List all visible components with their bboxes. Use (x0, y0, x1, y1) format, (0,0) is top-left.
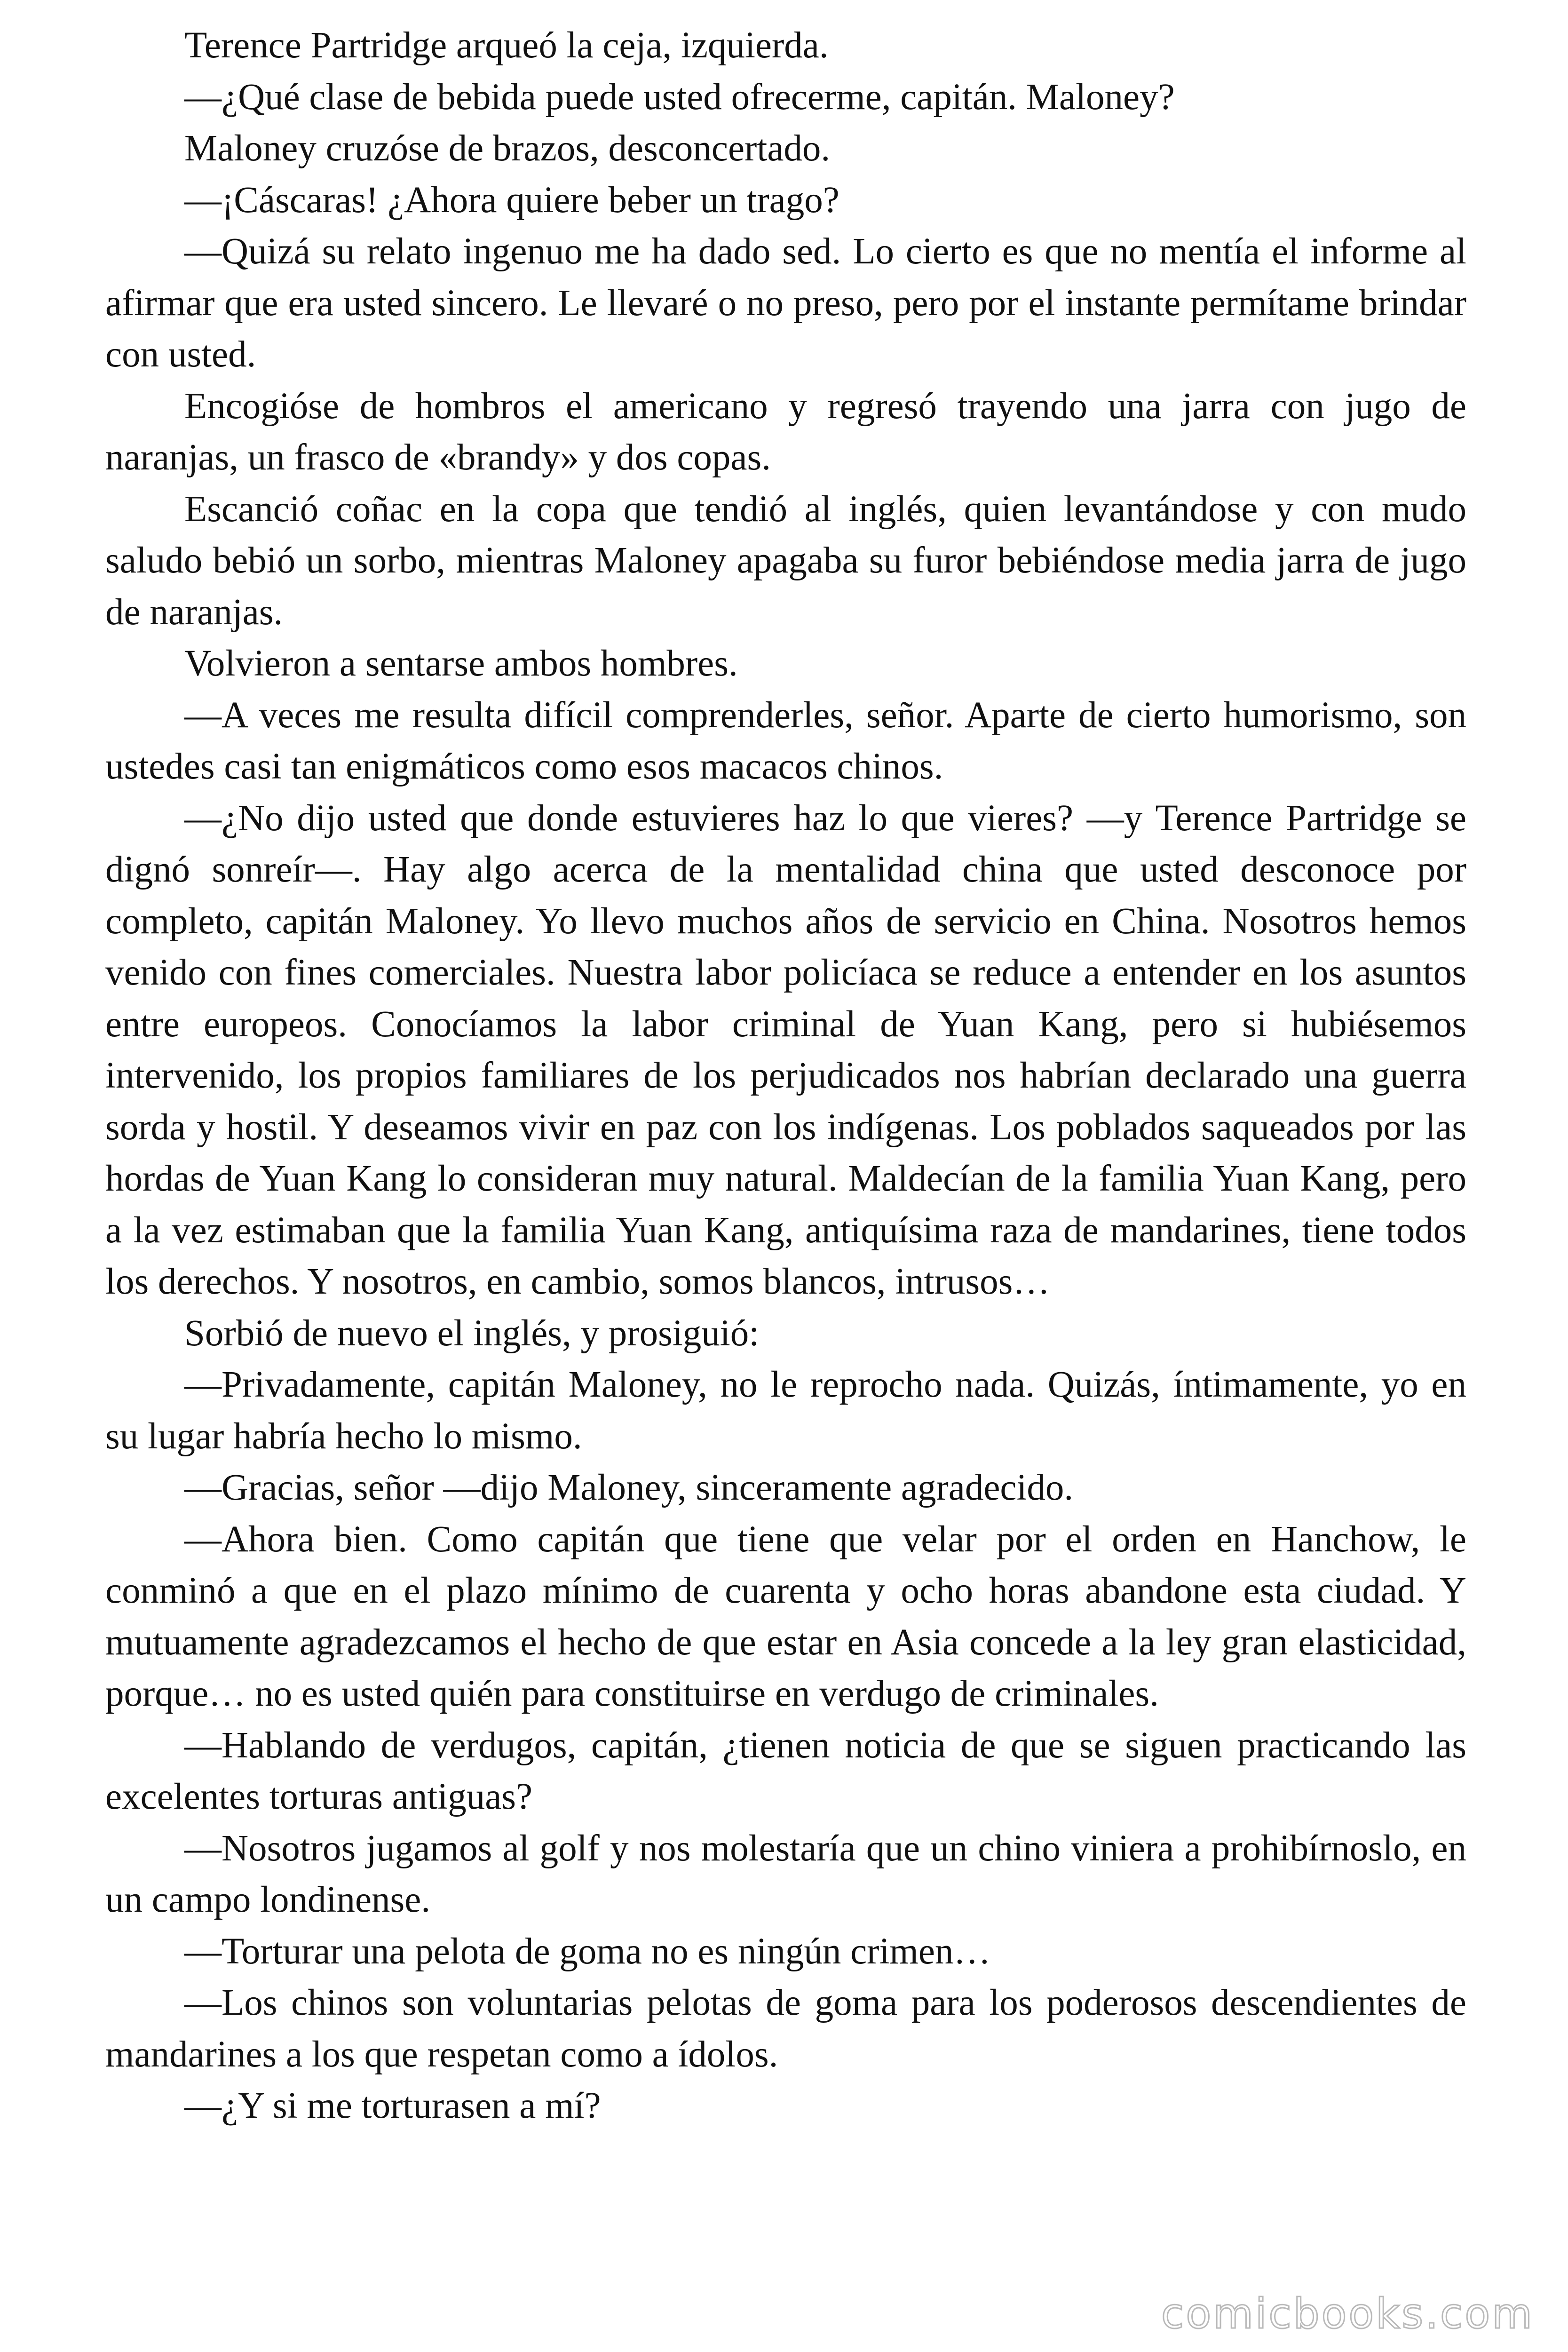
paragraph: —¿Qué clase de bebida puede usted ofrecerme, capitán. Maloney? (184, 76, 1175, 118)
paragraph: —A veces me resulta difícil comprenderles, señor. Aparte de cierto humorismo, son ustedes casi tan enigmáticos como esos macacos chinos. (105, 694, 1466, 787)
paragraph: Sorbió de nuevo el inglés, y prosiguió: (184, 1312, 760, 1354)
paragraph: Terence Partridge arqueó la ceja, izquierda. (184, 25, 829, 66)
paragraph: —Torturar una pelota de goma no es ningún crimen… (184, 1931, 991, 1972)
watermark: comicbooks.com (1161, 2289, 1534, 2338)
paragraph: Maloney cruzóse de brazos, desconcertado. (184, 128, 831, 169)
paragraph: —¿No dijo usted que donde estuvieres haz lo que vieres? —y Terence Partridge se dignó sonreír—. Hay algo acerca de la mentalidad china que usted desconoce por completo, capitán Maloney. Yo llevo muchos años de servicio en China. Nosotros hemos venido con fines comerciales. Nuestra labor policíaca se reduce a entender en los asuntos entre europeos. Conocíamos la labor criminal de Yuan Kang, pero si hubiésemos intervenido, los propios familiares de los perjudicados nos habrían declarado una guerra sorda y hostil. Y deseamos vivir en paz con los indígenas. Los poblados saqueados por las hordas de Yuan Kang lo consideran muy natural. Maldecían de la familia Yuan Kang, pero a la vez estimaban que la familia Yuan Kang, antiquísima raza de mandarines, tiene todos los derechos. Y nosotros, en cambio, somos blancos, intrusos… (105, 797, 1466, 1302)
paragraph: Volvieron a sentarse ambos hombres. (184, 643, 738, 684)
paragraph: —Los chinos son voluntarias pelotas de goma para los poderosos descendientes de mandarines a los que respetan como a ídolos. (105, 1982, 1466, 2075)
book-page-text (105, 20, 1466, 2132)
paragraph: —Gracias, señor —dijo Maloney, sinceramente agradecido. (184, 1467, 1074, 1508)
paragraph: —¿Y si me torturasen a mí? (184, 2085, 601, 2126)
paragraph: Escanció coñac en la copa que tendió al inglés, quien levantándose y con mudo saludo bebió un sorbo, mientras Maloney apagaba su furor bebiéndose media jarra de jugo de naranjas. (105, 488, 1466, 633)
paragraph: —Ahora bien. Como capitán que tiene que velar por el orden en Hanchow, le conminó a que en el plazo mínimo de cuarenta y ocho horas abandone esta ciudad. Y mutuamente agradezcamos el hecho de que estar en Asia concede a la ley gran elasticidad, porque… no es usted quién para constituirse en verdugo de criminales. (105, 1518, 1466, 1714)
paragraph: —¡Cáscaras! ¿Ahora quiere beber un trago? (184, 179, 839, 221)
paragraph: —Quizá su relato ingenuo me ha dado sed. Lo cierto es que no mentía el informe al afirmar que era usted sincero. Le llevaré o no preso, pero por el instante permítame brindar con usted. (105, 231, 1466, 375)
paragraph: —Hablando de verdugos, capitán, ¿tienen noticia de que se siguen practicando las excelentes torturas antiguas? (105, 1724, 1466, 1817)
paragraph: Encogióse de hombros el americano y regresó trayendo una jarra con jugo de naranjas, un frasco de «brandy» y dos copas. (105, 385, 1466, 478)
paragraph: —Nosotros jugamos al golf y nos molestaría que un chino viniera a prohibírnoslo, en un campo londinense. (105, 1828, 1466, 1920)
paragraph: —Privadamente, capitán Maloney, no le reprocho nada. Quizás, íntimamente, yo en su lugar habría hecho lo mismo. (105, 1364, 1466, 1457)
